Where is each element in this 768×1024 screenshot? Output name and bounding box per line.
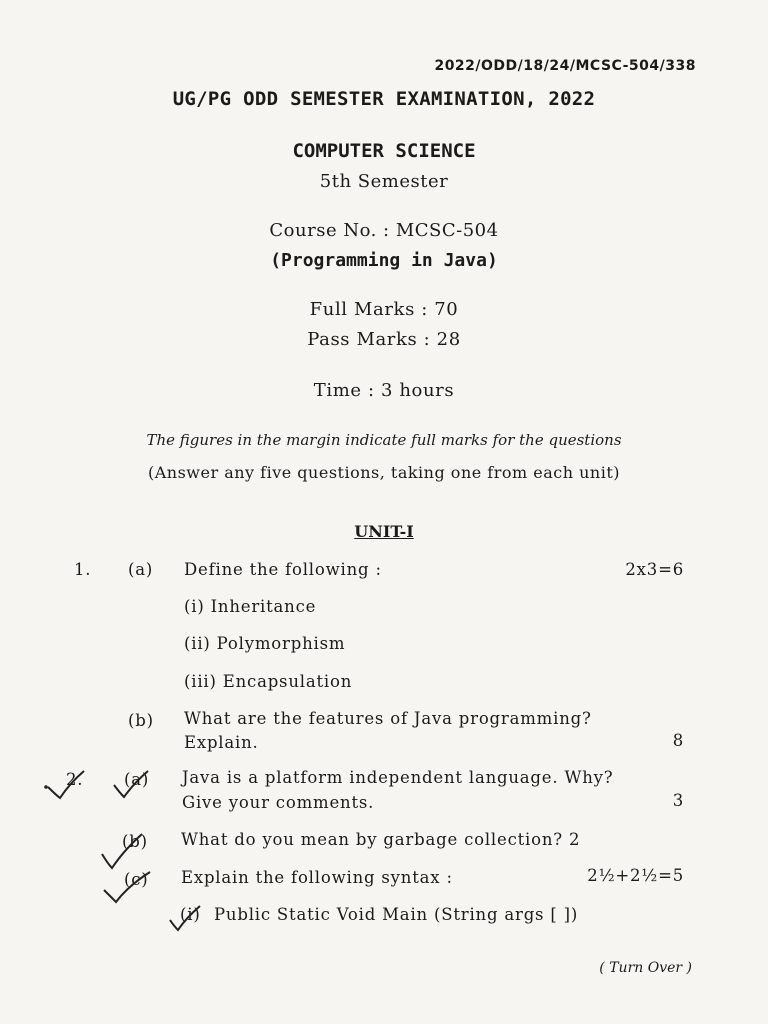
question-2a-text: Java is a platform independent language. Why? [182,768,614,787]
unit-heading: UNIT-I [354,522,414,541]
question-1b-marks: 8 [672,731,684,750]
subject-title: COMPUTER SCIENCE [292,140,476,162]
pen-tick-icon [40,765,100,805]
course-number: Course No. : MCSC-504 [269,220,499,241]
question-2c-text: Explain the following syntax : [181,868,453,887]
question-1a-item: (ii) Polymorphism [184,634,346,653]
question-1a-item: (i) Inheritance [184,597,317,616]
course-name: (Programming in Java) [270,250,498,271]
question-2a-label: (a) [124,770,150,789]
question-2-number: 2. [66,770,84,789]
question-1-number: 1. [74,560,92,579]
question-2c-label: (c) [124,870,149,889]
question-2a-marks: 3 [672,791,684,810]
question-2a-text-cont: Give your comments. [182,793,375,812]
margin-instruction: The figures in the margin indicate full marks for the questions [146,431,622,449]
question-1b-text: What are the features of Java programming? [184,709,592,728]
pen-tick-icon [100,866,156,906]
answer-instruction: (Answer any five questions, taking one from each unit) [147,463,621,482]
semester-label: 5th Semester [319,171,449,192]
question-2c-marks: 2½+2½=5 [587,866,684,885]
question-1a-marks: 2x3=6 [625,560,684,579]
exam-title: UG/PG ODD SEMESTER EXAMINATION, 2022 [172,88,596,110]
question-2c-item-text: Public Static Void Main (String args [ ]) [214,905,579,924]
pen-tick-icon [108,767,158,803]
question-1a-text: Define the following : [184,560,382,579]
question-2c-item-label: (i) [180,905,201,924]
question-1a-label: (a) [128,560,154,579]
exam-duration: Time : 3 hours [313,380,455,401]
question-2b-label: (b) [122,832,148,851]
pen-tick-icon [166,902,206,934]
question-2b-text: What do you mean by garbage collection? 2 [181,830,581,849]
question-1b-text-cont: Explain. [184,733,259,752]
question-1b-label: (b) [128,711,154,730]
pass-marks: Pass Marks : 28 [307,329,461,350]
full-marks: Full Marks : 70 [309,299,459,320]
question-1a-item: (iii) Encapsulation [184,672,353,691]
paper-code: 2022/ODD/18/24/MCSC-504/338 [434,58,696,74]
turn-over-note: ( Turn Over ) [599,960,692,976]
